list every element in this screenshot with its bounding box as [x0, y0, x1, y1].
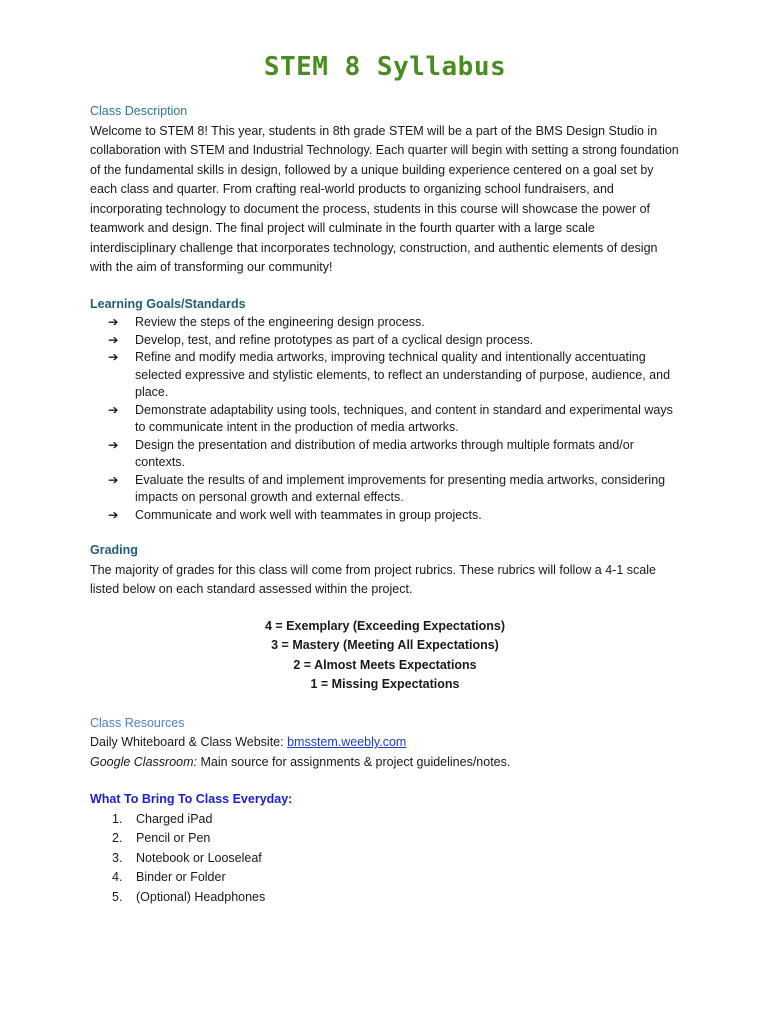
grading-scale-4: 4 = Exemplary (Exceeding Expectations) [264, 618, 506, 633]
learning-goal-item: ➔ Evaluate the results of and implement improvements for presenting media artworks, considering impacts on personal growth and external effects. [108, 472, 666, 504]
class-resources-heading: Class Resources [90, 715, 185, 730]
bring-item: 4. Binder or Folder [112, 870, 226, 884]
arrow-right-icon: ➔ [108, 332, 119, 347]
what-to-bring-list [90, 810, 680, 908]
resources-website-line: Daily Whiteboard & Class Website: bmsstem.weebly.com [90, 735, 407, 749]
learning-goal-item: ➔ Demonstrate adaptability using tools, techniques, and content in standard and experimental ways to communicate intent in the production of media artworks. [108, 402, 673, 434]
bring-item: 2. Pencil or Pen [112, 831, 211, 845]
grading-scale-2: 2 = Almost Meets Expectations [293, 657, 477, 672]
learning-goal-item: ➔ Design the presentation and distribution of media artworks through multiple formats and/or contexts. [108, 437, 634, 469]
document-title: STEM 8 Syllabus [263, 52, 507, 82]
arrow-right-icon: ➔ [108, 507, 119, 522]
learning-goal-item: ➔ Review the steps of the engineering design process. [108, 314, 680, 332]
learning-goal-item: ➔ Refine and modify media artworks, improving technical quality and intentionally accentuating selected expressive and stylistic elements, to reflect an understanding of purpose, audience, and place. [108, 350, 671, 399]
grading-scale-3: 3 = Mastery (Meeting All Expectations) [271, 638, 499, 652]
arrow-right-icon: ➔ [108, 350, 119, 364]
grading-heading: Grading [90, 543, 138, 557]
bring-item: 5. (Optional) Headphones [112, 889, 266, 904]
grading-scale-1: 1 = Missing Expectations [310, 677, 460, 691]
learning-goals-heading: Learning Goals/Standards [90, 296, 246, 311]
resources-classroom-line: Google Classroom: Main source for assignments & project guidelines/notes. [90, 754, 511, 769]
learning-goals-list [90, 314, 680, 524]
class-website-link[interactable]: bmsstem.weebly.com [287, 735, 407, 749]
what-to-bring-heading: What To Bring To Class Everyday: [90, 792, 293, 806]
arrow-right-icon: ➔ [108, 402, 119, 417]
bring-item: 1. Charged iPad [112, 811, 213, 826]
learning-goal-item: ➔ Communicate and work well with teammates in group projects. [108, 507, 680, 525]
bring-item: 3. Notebook or Looseleaf [112, 850, 262, 865]
learning-goal-item: ➔ Develop, test, and refine prototypes as part of a cyclical design process. [108, 332, 680, 350]
class-description-text: Welcome to STEM 8! This year, students in 8th grade STEM will be a part of the BMS Design Studio in collaboration with STEM and Industrial Technology. Each quarter will begin with setting a strong foundation of the fundamental skills in design, followed by a unique building experience centered on a goal set by each class and quarter. From crafting real-world products to organizing school fundraisers, and incorporating technology to document the process, students in this course will showcase the power of teamwork and design. The final project will culminate in the fourth quarter with a large scale interdisciplinary challenge that incorporates technology, construction, and authentic elements of design with the aim of transforming our community! [90, 123, 679, 274]
class-description-heading: Class Description [90, 104, 188, 118]
arrow-right-icon: ➔ [108, 472, 119, 487]
arrow-right-icon: ➔ [108, 315, 119, 329]
arrow-right-icon: ➔ [108, 437, 119, 452]
grading-text: The majority of grades for this class will come from project rubrics. These rubrics will follow a 4-1 scale listed below on each standard assessed within the project. [90, 562, 656, 596]
